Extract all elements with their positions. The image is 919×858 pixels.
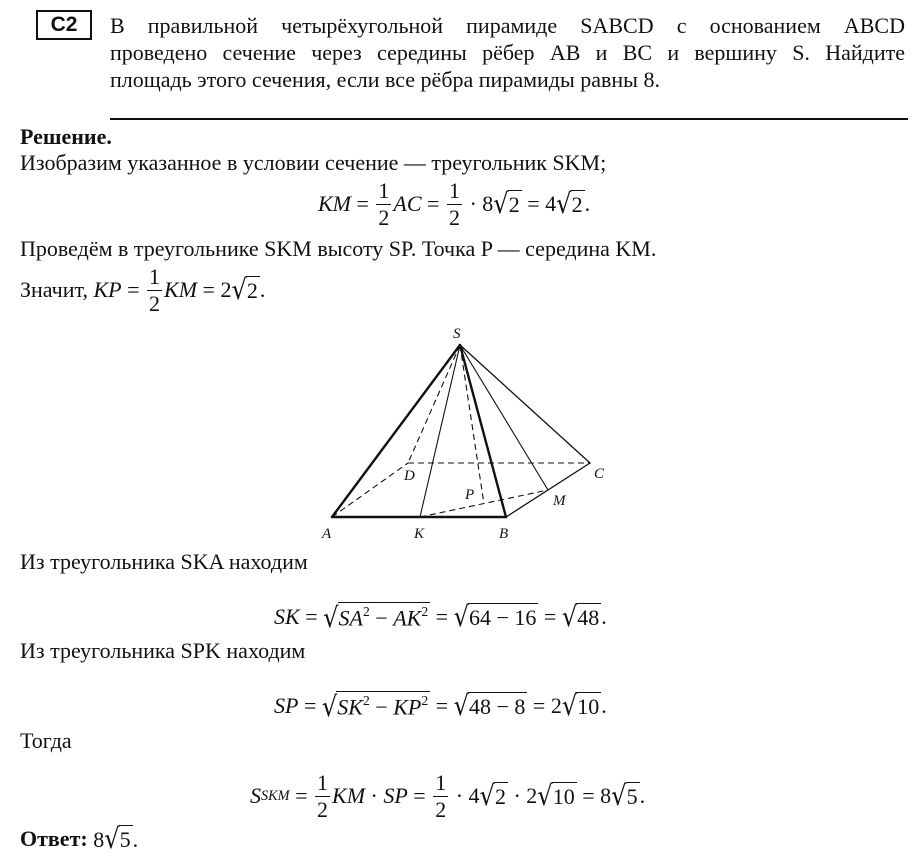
- problem-line-2: проведено сечение через середины рёбер AB и BC и вершину S. Найдите: [110, 40, 905, 65]
- edge-SA: [332, 345, 460, 517]
- label-C: C: [594, 466, 605, 482]
- equation-area: S SKM = $\frac{1}{2}$ KM · SP = $\frac{1}{2}$ · 4 √2 · 2 √10 = 8 √5 .: [250, 769, 646, 822]
- solution-paragraph-3: Значит, KP = $\frac{1}{2}$ KM = 2 √2 .: [20, 263, 266, 316]
- solution-paragraph-2: Проведём в треугольнике SKM высоту SP. Точка P — середина KM.: [20, 236, 657, 261]
- solution-paragraph-1: Изобразим указанное в условии сечение — треугольник SKM;: [20, 150, 607, 175]
- equation-sp: SP = $√SK^2 - KP^2$ = √48 − 8 = 2 √10 .: [274, 689, 607, 723]
- solution-paragraph-6: Тогда: [20, 728, 72, 753]
- segment-SM: [460, 345, 548, 490]
- equation-sk: SK = $√SA^2 - AK^2$ = √64 − 16 = √48 .: [274, 600, 607, 634]
- solution-paragraph-5: Из треугольника SPK находим: [20, 638, 306, 663]
- label-M: M: [553, 493, 566, 509]
- problem-number-badge: С2: [36, 10, 92, 40]
- label-A: A: [322, 526, 332, 542]
- edge-SC: [460, 345, 590, 463]
- label-B: B: [499, 526, 509, 542]
- label-K: K: [414, 526, 425, 542]
- equation-km: KM = $\frac{1}{2}$ AC = $\frac{1}{2}$ · 8 √2 = 4 √2 .: [318, 177, 591, 230]
- label-D: D: [404, 468, 415, 484]
- answer-line: Ответ: 8√5.: [20, 822, 139, 856]
- solution-paragraph-4: Из треугольника SKA находим: [20, 549, 308, 574]
- problem-line-3: площадь этого сечения, если все рёбра пирамиды равны 8.: [110, 67, 660, 92]
- label-S: S: [453, 326, 461, 342]
- problem-line-1: В правильной четырёхугольной пирамиде SABCD с основанием ABCD: [110, 13, 905, 38]
- edge-AD-hidden: [332, 463, 408, 517]
- label-P: P: [465, 487, 475, 503]
- solution-heading: Решение.: [20, 124, 112, 149]
- answer-label: Ответ:: [20, 826, 88, 851]
